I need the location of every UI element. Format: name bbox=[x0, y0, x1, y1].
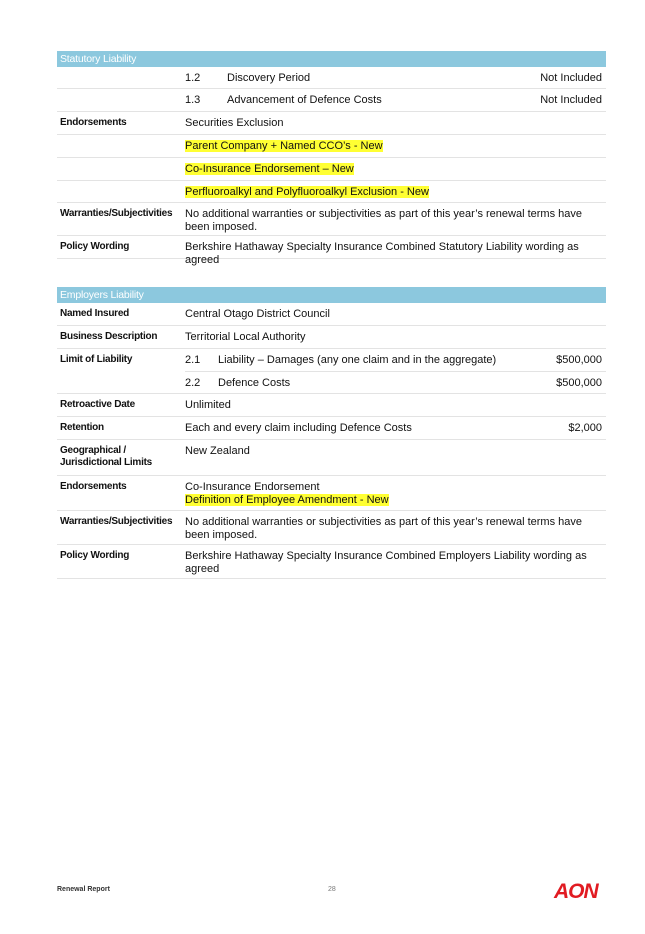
row-label: Named Insured bbox=[60, 308, 129, 319]
page-number: 28 bbox=[328, 886, 336, 893]
business-description-row bbox=[57, 326, 606, 349]
row-label: Retroactive Date bbox=[60, 399, 135, 410]
row-label: Limit of Liability bbox=[60, 354, 133, 365]
item-text: Discovery Period bbox=[227, 72, 311, 84]
row-label: Retention bbox=[60, 422, 104, 433]
footer-report-title: Renewal Report bbox=[57, 886, 110, 893]
warranties-row bbox=[57, 511, 606, 545]
policy-wording-text: Berkshire Hathaway Specialty Insurance Combined Employers Liability wording as agreed bbox=[185, 550, 587, 575]
item-number: 1.3 bbox=[185, 94, 201, 106]
geographical-limits-row bbox=[57, 440, 606, 476]
item-text: Defence Costs bbox=[218, 377, 291, 389]
limit-of-liability-row bbox=[57, 349, 606, 394]
row-label: Endorsements bbox=[60, 117, 127, 128]
endorsement-item-new: Parent Company + Named CCO’s - New bbox=[185, 140, 383, 152]
policy-wording-text: Berkshire Hathaway Specialty Insurance Combined Statutory Liability wording as agreed bbox=[185, 241, 579, 266]
business-description-value: Territorial Local Authority bbox=[185, 331, 306, 343]
endorsements-row bbox=[57, 476, 606, 511]
endorsements-row bbox=[57, 112, 606, 135]
geographical-limits-value: New Zealand bbox=[185, 445, 250, 457]
endorsement-row bbox=[57, 158, 606, 181]
endorsement-item: Securities Exclusion bbox=[185, 117, 284, 129]
warranties-row bbox=[57, 203, 606, 236]
retention-value: $2,000 bbox=[568, 422, 602, 434]
named-insured-row bbox=[57, 303, 606, 326]
endorsement-row bbox=[57, 181, 606, 203]
policy-wording-row bbox=[57, 236, 606, 266]
limit-item bbox=[185, 349, 606, 372]
row-label: Business Description bbox=[60, 331, 158, 342]
retroactive-date-value: Unlimited bbox=[185, 399, 231, 411]
item-number: 2.1 bbox=[185, 354, 201, 366]
warranties-text: No additional warranties or subjectivities as part of this year’s renewal terms have been imposed. bbox=[185, 516, 582, 541]
limit-item bbox=[185, 372, 606, 394]
item-value: $500,000 bbox=[556, 354, 602, 366]
row-label: Geographical / Jurisdictional Limits bbox=[60, 445, 152, 468]
retroactive-date-row bbox=[57, 394, 606, 417]
endorsement-row bbox=[57, 135, 606, 158]
row-label: Endorsements bbox=[60, 481, 127, 492]
item-text: Advancement of Defence Costs bbox=[227, 94, 382, 106]
section-header: Employers Liability bbox=[57, 287, 606, 303]
statutory-liability-section bbox=[57, 51, 606, 266]
item-value: Not Included bbox=[540, 94, 602, 106]
endorsement-item-new: Definition of Employee Amendment - New bbox=[185, 493, 389, 506]
item-text: Liability – Damages (any one claim and in the aggregate) bbox=[218, 354, 497, 366]
row-label: Warranties/Subjectivities bbox=[60, 516, 173, 527]
statutory-item-row bbox=[57, 67, 606, 89]
row-label: Warranties/Subjectivities bbox=[60, 208, 173, 219]
policy-wording-row bbox=[57, 545, 606, 579]
row-label: Policy Wording bbox=[60, 550, 130, 561]
aon-logo-text: AON bbox=[554, 880, 598, 902]
item-number: 2.2 bbox=[185, 377, 201, 389]
endorsement-item-new: Perfluoroalkyl and Polyfluoroalkyl Exclusion - New bbox=[185, 186, 429, 198]
named-insured-value: Central Otago District Council bbox=[185, 308, 330, 320]
item-value: Not Included bbox=[540, 72, 602, 84]
warranties-text: No additional warranties or subjectivities as part of this year’s renewal terms have been imposed. bbox=[185, 208, 582, 233]
aon-logo bbox=[553, 878, 607, 902]
retention-text: Each and every claim including Defence Costs bbox=[185, 422, 412, 434]
endorsement-item-new: Co-Insurance Endorsement – New bbox=[185, 163, 354, 175]
endorsement-item: Co-Insurance Endorsement bbox=[185, 481, 320, 493]
row-label: Policy Wording bbox=[60, 241, 130, 252]
item-value: $500,000 bbox=[556, 377, 602, 389]
section-header: Statutory Liability bbox=[57, 51, 606, 67]
employers-liability-section bbox=[57, 287, 606, 579]
retention-row bbox=[57, 417, 606, 440]
statutory-item-row bbox=[57, 89, 606, 112]
item-number: 1.2 bbox=[185, 72, 201, 84]
